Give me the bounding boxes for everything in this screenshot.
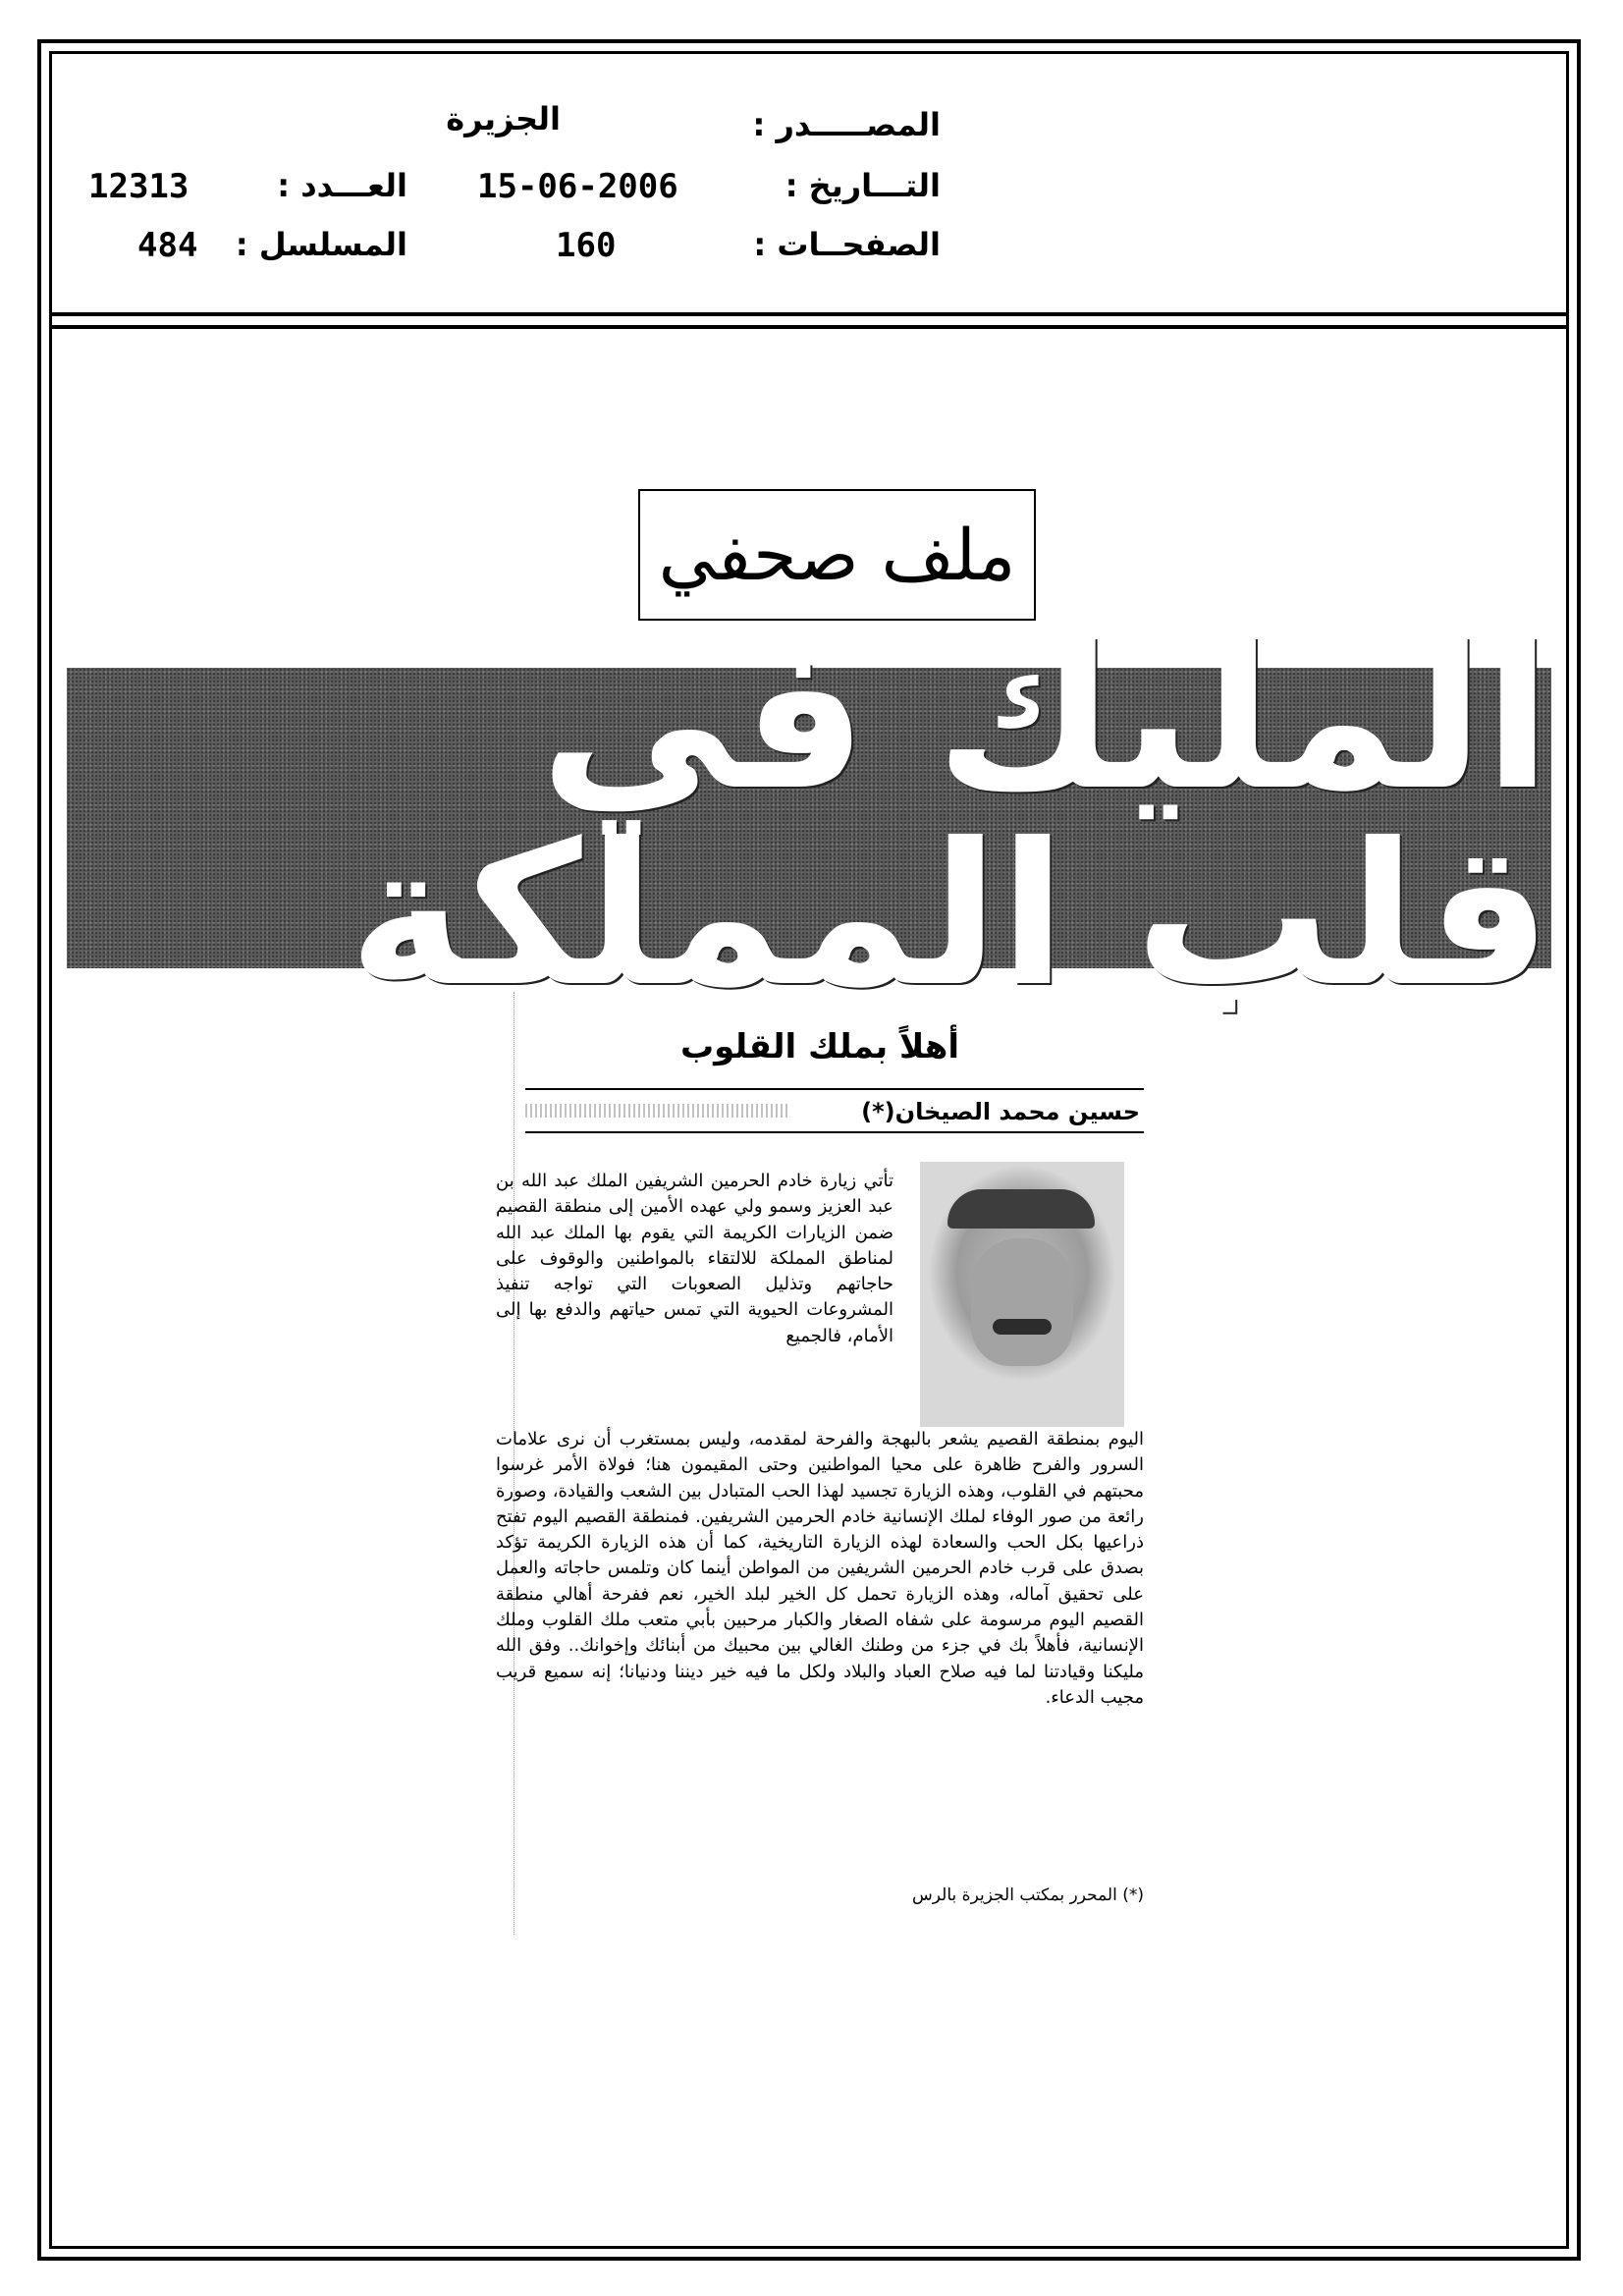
portrait-photo-icon bbox=[920, 1162, 1124, 1427]
newspaper-clipping bbox=[496, 982, 1144, 1944]
header-divider bbox=[49, 312, 1569, 316]
pages-label: الصفحــات : bbox=[753, 226, 941, 263]
photo-mustache bbox=[993, 1319, 1052, 1335]
photo-headdress bbox=[947, 1189, 1095, 1229]
article-paragraph-bottom: اليوم بمنطقة القصيم يشعر بالبهجة والفرحة لمقدمه، وليس بمستغرب أن نرى علامات السرور والفرح ظاهرة على محيا المواطنين وحتى المقيمون هنا؛ فولاة الأمر غرسوا محبتهم في القلوب، وهذه الزيارة تجسيد لهذا الحب المتبادل بين الشعب والقيادة، وصورة رائعة من صور الوفاء لملك الإنسانية خادم الحرمين الشريفين. فمنطقة القصيم اليوم تفتح ذراعيها بكل الحب والسعادة لهذه الزيارة التاريخية، كما أن هذه الزيارة الكريمة تؤكد بصدق على قرب خادم الحرمين الشريفين من المواطن أينما كان وتلمس حاجاته والعمل على تحقيق آماله، وهذه الزيارة تحمل كل الخير لبلد الخير، نعم ففرحة أهالي منطقة القصيم اليوم مرسومة على شفاه الصغار والكبار مرحبين بأبي متعب ملك القلوب وملك الإنسانية، فأهلاً بك في جزء من وطنك الغالي بين محبيك من أبنائك وإخوانك.. وفق الله مليكنا وقيادتنا لما فيه صلاح العباد والبلاد ولكل ما فيه خير ديننا ودنيانا؛ إنه سميع قريب مجيب الدعاء. bbox=[496, 1429, 1144, 1708]
source-label: المصـــــدر : bbox=[752, 106, 941, 143]
serial-label: المسلسل : bbox=[235, 226, 407, 263]
title-rule bbox=[525, 1088, 1144, 1090]
article-footnote: (*) المحرر بمكتب الجزيرة بالرس bbox=[912, 1886, 1144, 1905]
date-label: التـــاريخ : bbox=[784, 167, 941, 204]
photo-face bbox=[971, 1238, 1073, 1366]
article-paragraph-top: تأتي زيارة خادم الحرمين الشريفين الملك عبد الله بن عبد العزيز وسمو ولي عهده الأمين إلى منطقة القصيم ضمن الزيارات الكريمة التي يقوم بها الملك عبد الله لمناطق المملكة للالتقاء بالمواطنين والوقوف على حاجاتهم وتذليل الصعوبات التي تواجه تنفيذ المشروعات الحيوية التي تمس حياتهم والدفع بها إلى الأمام، فالجميع bbox=[496, 1171, 893, 1346]
serial-value: 484 bbox=[137, 226, 198, 265]
source-value: الجزيرة bbox=[446, 100, 561, 137]
headline-text: المليك في قلب المملكة bbox=[349, 605, 1551, 1030]
date-value: 15-06-2006 bbox=[477, 167, 678, 206]
page-title-box bbox=[638, 489, 1036, 621]
article-byline: حسين محمد الصيخان(*) bbox=[861, 1098, 1140, 1125]
issue-label: العـــدد : bbox=[277, 167, 407, 204]
headline-banner bbox=[67, 605, 1551, 1030]
byline-print-noise bbox=[525, 1104, 790, 1118]
byline-rule bbox=[525, 1131, 1144, 1133]
issue-value: 12313 bbox=[88, 167, 189, 206]
header-divider-second bbox=[49, 325, 1569, 329]
page-title: ملف صحفي bbox=[658, 514, 1016, 596]
article-title: أهلاً بملك القلوب bbox=[679, 1027, 960, 1066]
pages-value: 160 bbox=[556, 226, 617, 265]
